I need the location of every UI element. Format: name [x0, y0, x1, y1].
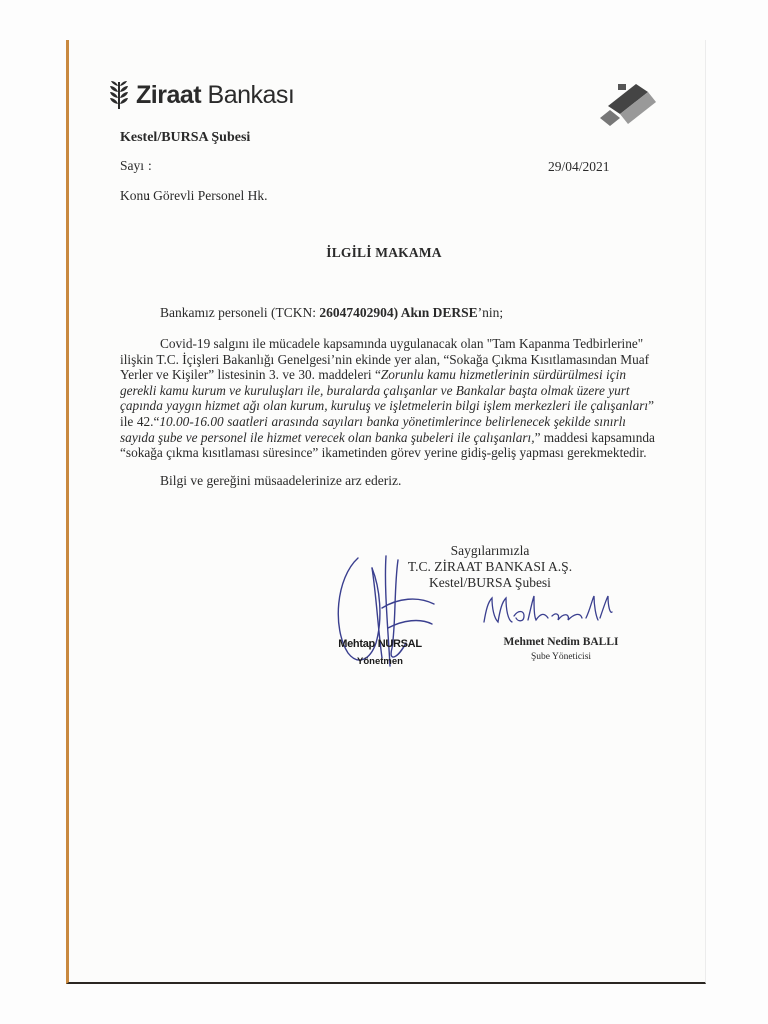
body-line: ilişkin T.C. İçişleri Bakanlığı Genelgesi’nin ekinde yer alan, “Sokağa Çıkma Kısıtlamasından Muaf: [120, 351, 650, 367]
body-line: gerekli kamu kurum ve kuruluşları ile, buralarda çalışanlar ve Bankalar başta olmak üzere yurt: [120, 382, 630, 398]
letter-page: [66, 40, 706, 984]
branch-name: Kestel/BURSA Şubesi: [120, 130, 251, 145]
wheat-icon: [108, 80, 130, 110]
bank-logo: [108, 80, 294, 110]
konu-value: : Görevli Personel Hk.: [146, 188, 268, 203]
letter-heading: İLGİLİ MAKAMA: [326, 245, 442, 260]
right-signatory-name: Mehmet Nedim BALLI: [503, 636, 619, 648]
intro-line: Bankamız personeli (TCKN: 26047402904) Akın DERSE’nin;: [160, 305, 504, 320]
letter-date: 29/04/2021: [548, 159, 610, 174]
corner-mark-icon: [598, 78, 660, 126]
body-line: Covid-19 salgını ile mücadele kapsamında uygulanacak olan "Tam Kapanma Tedbirlerine": [160, 336, 644, 351]
body-line: ile 42.“10.00-16.00 saatleri arasında sayıları banka yönetimlerince belirlenecek şekilde sınırlı: [120, 413, 627, 429]
sayi-label: Sayı: [120, 158, 145, 173]
body-line: “sokağa çıkma kısıtlaması süresince” ikametinden görev yerine gidiş-geliş yapması gerekmektedir.: [120, 445, 647, 461]
closing-line: Bilgi ve gereğini müsaadelerinize arz ederiz.: [160, 473, 402, 488]
branch-signature-line: Kestel/BURSA Şubesi: [429, 575, 551, 590]
left-signatory-name: Mehtap NURSAL: [338, 638, 422, 650]
handwritten-signature-right: [478, 592, 618, 632]
salutation: Saygılarımızla: [450, 543, 530, 558]
body-line: Yerler ve Kişiler” listesinin 3. ve 30. maddeleri “Zorunlu kamu hizmetlerinin sürdürülmesi için: [120, 367, 626, 383]
brand-name: Ziraat Bankası: [136, 80, 295, 109]
body-line: çapında yaygın hizmet ağı olan kurum, kuruluş ve işletmelerin bilgi işlem merkezleri ile çalışanları”: [120, 398, 655, 414]
right-signatory-title: Şube Yöneticisi: [530, 652, 592, 662]
left-signatory-title: Yönetmen: [357, 656, 403, 667]
konu-label: Konu: [120, 188, 150, 203]
sayi-colon: :: [148, 158, 152, 173]
body-line: sayıda şube ve personel ile hizmet verecek olan banka şubeleri ile çalışanları,” maddesi kapsamında: [120, 429, 655, 445]
bank-legal-name: T.C. ZİRAAT BANKASI A.Ş.: [407, 559, 573, 574]
body-paragraph: [120, 336, 655, 461]
